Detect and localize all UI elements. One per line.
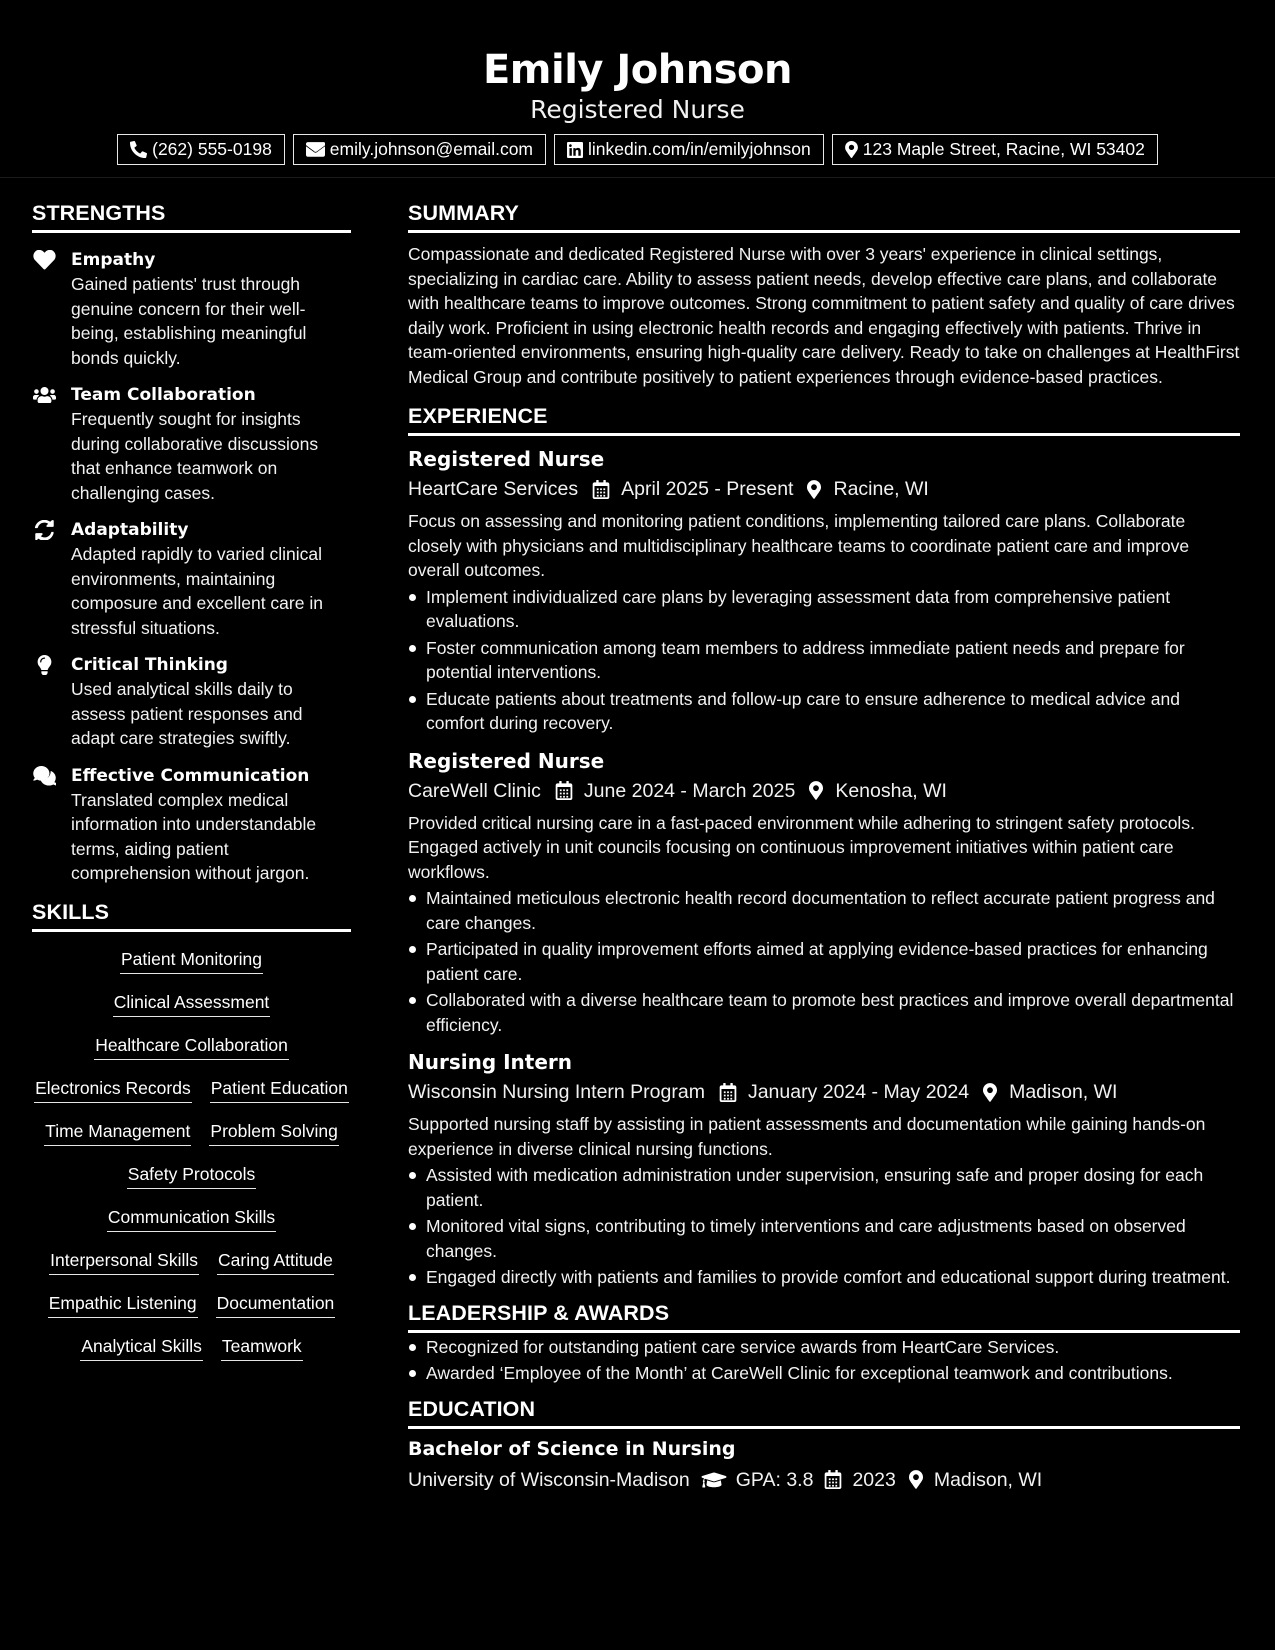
list-item: Implement individualized care plans by leveraging assessment data from comprehensive patient evaluations. <box>408 585 1240 634</box>
map-pin-icon <box>809 781 823 800</box>
job-meta <box>408 776 1240 806</box>
skill-tag: Problem Solving <box>209 1120 338 1146</box>
calendar-icon <box>719 1083 737 1102</box>
list-item: Participated in quality improvement efforts aimed at applying evidence-based practices for enhancing patient care. <box>408 937 1240 986</box>
gpa-text: GPA: 3.8 <box>735 1468 814 1491</box>
strength-item <box>32 764 351 886</box>
degree-title: Bachelor of Science in Nursing <box>408 1437 736 1460</box>
skill-tag: Analytical Skills <box>80 1335 203 1361</box>
skill-tag: Interpersonal Skills <box>49 1249 199 1275</box>
list-item: Assisted with medication administration under supervision, ensuring safe and proper dosing for each patient. <box>408 1163 1240 1212</box>
users-icon <box>33 385 56 405</box>
skill-tag: Caring Attitude <box>217 1249 334 1275</box>
leadership-list <box>408 1335 1240 1386</box>
experience-entry <box>408 1048 1240 1290</box>
linkedin-text: linkedin.com/in/emilyjohnson <box>588 139 811 159</box>
list-item: Foster communication among team members to address immediate patient needs and prepare for potential interventions. <box>408 636 1240 685</box>
job-title: Registered Nurse <box>408 748 605 773</box>
heart-icon <box>33 250 56 270</box>
job-description: Supported nursing staff by assisting in patient assessments and documentation while gaining hands-on experience in diverse clinical nursing functions. <box>408 1114 1206 1159</box>
lightbulb-icon <box>33 655 56 675</box>
left-column <box>32 200 351 1361</box>
list-item: Awarded ‘Employee of the Month’ at CareWell Clinic for exceptional teamwork and contributions. <box>408 1361 1240 1386</box>
school-name: University of Wisconsin-Madison <box>408 1468 690 1491</box>
job-dates: January 2024 - May 2024 <box>747 1081 970 1103</box>
skill-tag: Clinical Assessment <box>113 991 271 1017</box>
experience-entry <box>408 747 1240 1038</box>
skill-tag: Patient Education <box>210 1077 349 1103</box>
contact-phone[interactable] <box>117 134 285 165</box>
skill-tag: Patient Monitoring <box>120 948 263 974</box>
calendar-icon <box>824 1470 842 1489</box>
skill-tag: Electronics Records <box>34 1077 192 1103</box>
job-bullets <box>408 886 1240 1037</box>
education-meta <box>408 1465 1240 1495</box>
candidate-role: Registered Nurse <box>530 95 745 124</box>
strength-desc: Translated complex medical information into understandable terms, aiding patient comprehension without jargon. <box>71 789 317 883</box>
list-item: Educate patients about treatments and follow-up care to ensure adherence to medical advice and comfort during recovery. <box>408 687 1240 736</box>
skill-tag: Documentation <box>216 1292 336 1318</box>
envelope-icon <box>306 141 325 158</box>
email-text: emily.johnson@email.com <box>329 139 534 159</box>
list-item: Monitored vital signs, contributing to timely interventions and care adjustments based on observed changes. <box>408 1214 1240 1263</box>
job-company: CareWell Clinic <box>408 779 541 802</box>
calendar-icon <box>555 781 573 800</box>
summary-text: Compassionate and dedicated Registered Nurse with over 3 years' experience in clinical settings, specializing in cardiac care. Ability to assess patient needs, develop effective care plans, and collaborate with healthcare teams to improve outcomes. Strong commitment to patient safety and quality of care drives daily work. Proficient in using electronic health records and engaging effectively with patients. Thrive in team-oriented environments, ensuring high-quality care delivery. Ready to take on challenges at HealthFirst Medical Group and contribute positively to patient experiences through evidence-based practices. <box>408 244 1240 387</box>
skill-tag: Healthcare Collaboration <box>94 1034 289 1060</box>
strength-item <box>32 248 351 370</box>
list-item: Recognized for outstanding patient care service awards from HeartCare Services. <box>408 1335 1240 1360</box>
sync-icon <box>33 520 56 540</box>
skill-tag: Communication Skills <box>107 1206 276 1232</box>
job-meta <box>408 474 1240 504</box>
map-pin-icon <box>909 1470 923 1489</box>
resume-header <box>0 0 1275 178</box>
job-dates: June 2024 - March 2025 <box>583 779 796 802</box>
graduation-cap-icon <box>701 1470 727 1490</box>
phone-text: (262) 555-0198 <box>152 139 272 159</box>
map-pin-icon <box>983 1083 997 1102</box>
experience-entry <box>408 445 1240 736</box>
phone-icon <box>130 141 147 158</box>
map-pin-icon <box>845 141 858 158</box>
education-location: Madison, WI <box>933 1468 1043 1491</box>
education-heading: EDUCATION <box>408 1396 1240 1429</box>
job-location: Kenosha, WI <box>835 779 947 802</box>
strengths-heading: STRENGTHS <box>32 200 351 233</box>
leadership-heading: LEADERSHIP & AWARDS <box>408 1300 1240 1333</box>
strength-title: Empathy <box>71 250 156 270</box>
right-column <box>408 200 1240 1495</box>
strength-desc: Gained patients' trust through genuine concern for their well-being, establishing meaningful bonds quickly. <box>71 274 307 368</box>
skills-list <box>32 948 351 1361</box>
contact-bar <box>0 134 1275 165</box>
strength-desc: Adapted rapidly to varied clinical environments, maintaining composure and excellent care in stressful situations. <box>71 544 323 638</box>
list-item: Collaborated with a diverse healthcare team to promote best practices and improve overall departmental efficiency. <box>408 988 1240 1037</box>
skill-tag: Teamwork <box>221 1335 303 1361</box>
job-dates: April 2025 - Present <box>621 478 794 500</box>
job-bullets <box>408 585 1240 736</box>
contact-email[interactable] <box>293 134 546 165</box>
address-text: 123 Maple Street, Racine, WI 53402 <box>862 139 1145 159</box>
candidate-name: Emily Johnson <box>482 47 792 93</box>
contact-linkedin[interactable] <box>554 134 824 165</box>
job-description: Focus on assessing and monitoring patient conditions, implementing tailored care plans. Collaborate closely with physicians and multidisciplinary healthcare teams to coordinate patient care and improve overall outcomes. <box>408 511 1190 580</box>
job-company: HeartCare Services <box>408 478 579 500</box>
job-title: Nursing Intern <box>408 1050 573 1074</box>
strength-title: Team Collaboration <box>71 385 256 405</box>
calendar-icon <box>592 480 610 499</box>
job-title: Registered Nurse <box>408 447 605 471</box>
graduation-year: 2023 <box>852 1468 896 1491</box>
list-item: Engaged directly with patients and families to provide comfort and educational support during treatment. <box>408 1265 1240 1290</box>
strengths-list <box>32 248 351 886</box>
job-location: Madison, WI <box>1009 1081 1118 1103</box>
job-description: Provided critical nursing care in a fast-paced environment while adhering to stringent safety protocols. Engaged actively in unit councils focusing on continuous improvement initiatives within patient care workflows. <box>408 812 1195 882</box>
job-location: Racine, WI <box>833 478 929 500</box>
job-meta <box>408 1077 1240 1107</box>
map-pin-icon <box>807 480 821 499</box>
comments-icon <box>33 766 56 786</box>
job-company: Wisconsin Nursing Intern Program <box>408 1081 705 1103</box>
strength-item <box>32 653 351 751</box>
job-bullets <box>408 1163 1240 1290</box>
skill-tag: Time Management <box>44 1120 191 1146</box>
strength-title: Effective Communication <box>71 765 310 786</box>
skill-tag: Safety Protocols <box>127 1163 256 1189</box>
strength-title: Critical Thinking <box>71 655 228 675</box>
strength-item <box>32 383 351 505</box>
linkedin-icon <box>567 142 583 158</box>
experience-heading: EXPERIENCE <box>408 403 1240 436</box>
strength-title: Adaptability <box>71 520 189 540</box>
skills-heading: SKILLS <box>32 899 351 932</box>
strength-item <box>32 518 351 640</box>
skill-tag: Empathic Listening <box>48 1292 198 1318</box>
strength-desc: Used analytical skills daily to assess patient responses and adapt care strategies swiftly. <box>71 679 303 748</box>
summary-heading: SUMMARY <box>408 200 1240 233</box>
contact-address[interactable] <box>832 134 1158 165</box>
list-item: Maintained meticulous electronic health record documentation to reflect accurate patient progress and care changes. <box>408 886 1240 935</box>
strength-desc: Frequently sought for insights during collaborative discussions that enhance teamwork on challenging cases. <box>71 409 319 503</box>
